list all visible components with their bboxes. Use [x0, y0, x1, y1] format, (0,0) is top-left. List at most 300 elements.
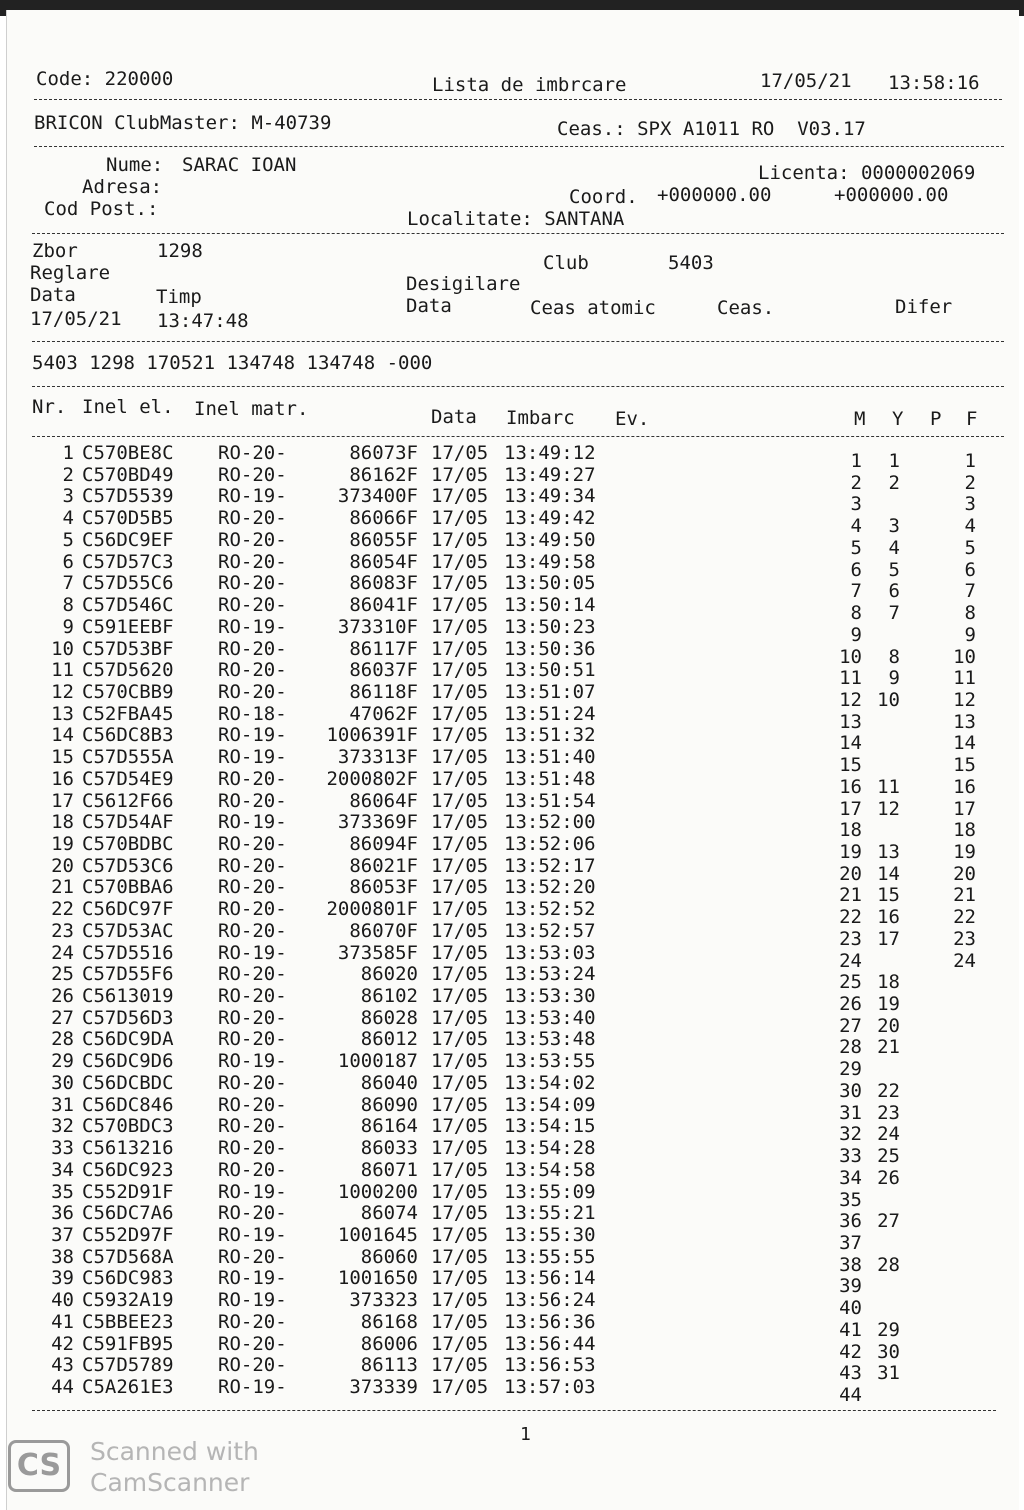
arrival-time: 13:54:28: [504, 1137, 596, 1159]
timp-label: Timp: [156, 286, 202, 308]
ring-number: 86066F: [349, 507, 418, 530]
electronic-ring: C57D56D3: [82, 1006, 174, 1029]
electronic-ring: C5612F66: [82, 789, 174, 812]
table-row: [0, 941, 1024, 972]
ring-prefix: RO-20-: [218, 1028, 287, 1051]
row-number: 40: [51, 1289, 74, 1312]
arrival-date: 17/05: [431, 1006, 489, 1029]
ring-number: 2000802F: [326, 767, 418, 790]
rank-f: 8: [964, 602, 976, 624]
ring-prefix: RO-19-: [218, 1050, 287, 1073]
table-row: [0, 1332, 1024, 1363]
arrival-date: 17/05: [431, 1223, 489, 1246]
col-f: F: [966, 408, 978, 430]
electronic-ring: C57D5539: [82, 485, 174, 508]
camscanner-watermark: Scanned with CamScanner: [90, 1437, 259, 1497]
electronic-ring: C57D54E9: [82, 767, 174, 790]
rank-y: 23: [877, 1101, 900, 1124]
ring-prefix: RO-20-: [218, 963, 287, 986]
row-number: 13: [51, 702, 74, 725]
ring-number: 373339: [349, 1376, 418, 1398]
ring-number: 86020: [360, 963, 418, 986]
ring-number: 373400F: [337, 485, 418, 508]
rank-f: 16: [953, 775, 976, 798]
rank-m: 11: [839, 667, 862, 690]
electronic-ring: C570BDC3: [82, 1115, 174, 1138]
arrival-time: 13:51:48: [504, 767, 596, 790]
rank-m: 12: [839, 688, 862, 711]
rank-f: 19: [953, 841, 976, 863]
arrival-date: 17/05: [431, 1245, 489, 1268]
table-row: [0, 528, 1024, 559]
ring-prefix: RO-19-: [218, 746, 287, 769]
ring-number: 373585F: [337, 941, 418, 964]
electronic-ring: C570BDBC: [82, 833, 174, 855]
rank-y: 5: [888, 558, 900, 581]
rank-y: 17: [877, 927, 900, 950]
ring-number: 86055F: [349, 528, 418, 551]
ring-prefix: RO-20-: [218, 1093, 287, 1116]
row-number: 27: [51, 1006, 74, 1029]
locality: Localitate: SANTANA: [407, 208, 625, 230]
ring-number: 86073F: [349, 442, 418, 464]
electronic-ring: C5932A19: [82, 1289, 174, 1312]
ring-prefix: RO-20-: [218, 1245, 287, 1268]
rank-f: 13: [953, 710, 976, 733]
data-label-2: Data: [406, 295, 452, 317]
row-number: 36: [51, 1202, 74, 1225]
row-number: 25: [51, 963, 74, 986]
ring-number: 86094F: [349, 833, 418, 855]
electronic-ring: C56DC97F: [82, 898, 174, 921]
table-row: [0, 1115, 1024, 1146]
ring-prefix: RO-20-: [218, 550, 287, 573]
ring-number: 1001645: [337, 1223, 418, 1246]
desigilare-label: Desigilare: [406, 273, 521, 295]
arrival-time: 13:52:20: [504, 876, 596, 899]
arrival-date: 17/05: [431, 898, 489, 921]
data-label: Data: [30, 284, 76, 306]
table-row: [0, 550, 1024, 581]
rank-m: 33: [839, 1145, 862, 1167]
electronic-ring: C56DCBDC: [82, 1071, 174, 1094]
arrival-date: 17/05: [431, 485, 489, 508]
address-label: Adresa:: [82, 176, 163, 198]
arrival-time: 13:52:06: [504, 833, 596, 855]
row-number: 30: [51, 1071, 74, 1094]
arrival-time: 13:54:15: [504, 1115, 596, 1138]
table-row: [0, 746, 1024, 777]
ring-number: 47062F: [349, 702, 418, 725]
rank-f: 12: [953, 688, 976, 711]
arrival-date: 17/05: [431, 702, 489, 725]
ring-number: 1000187: [337, 1050, 418, 1073]
divider: [32, 341, 1004, 342]
table-row: [0, 1158, 1024, 1189]
coord-label: Coord.: [569, 186, 638, 208]
header-date: 17/05/21: [760, 70, 852, 92]
arrival-time: 13:51:40: [504, 746, 596, 769]
electronic-ring: C57D5516: [82, 941, 174, 964]
table-row: [0, 1180, 1024, 1211]
electronic-ring: C57D5789: [82, 1354, 174, 1377]
electronic-ring: C57D546C: [82, 594, 174, 616]
ring-number: 373369F: [337, 811, 418, 834]
rank-f: 4: [964, 515, 976, 538]
arrival-date: 17/05: [431, 659, 489, 682]
table-row: [0, 1006, 1024, 1037]
arrival-time: 13:53:03: [504, 941, 596, 964]
rank-y: 22: [877, 1079, 900, 1102]
rank-f: 18: [953, 819, 976, 842]
rank-m: 44: [839, 1384, 862, 1406]
row-number: 39: [51, 1267, 74, 1290]
license: Licenta: 0000002069: [758, 162, 976, 184]
arrival-date: 17/05: [431, 528, 489, 551]
ring-number: 86118F: [349, 680, 418, 703]
rank-m: 38: [839, 1253, 862, 1276]
arrival-date: 17/05: [431, 985, 489, 1007]
row-number: 5: [62, 528, 74, 551]
arrival-date: 17/05: [431, 1050, 489, 1073]
rank-y: 13: [877, 841, 900, 863]
row-number: 33: [51, 1137, 74, 1159]
rank-y: 11: [877, 775, 900, 798]
electronic-ring: C5613216: [82, 1137, 174, 1159]
rank-y: 20: [877, 1014, 900, 1037]
rank-f: 9: [964, 623, 976, 646]
ring-number: 86113: [360, 1354, 418, 1377]
arrival-time: 13:50:51: [504, 659, 596, 682]
rank-y: 8: [888, 645, 900, 668]
rank-y: 19: [877, 993, 900, 1015]
rank-f: 2: [964, 471, 976, 494]
rank-y: 24: [877, 1123, 900, 1146]
rank-y: 29: [877, 1318, 900, 1341]
row-number: 20: [51, 854, 74, 877]
electronic-ring: C570D5B5: [82, 507, 174, 530]
row-number: 34: [51, 1158, 74, 1181]
ring-number: 86090: [360, 1093, 418, 1116]
rank-m: 9: [850, 623, 862, 646]
arrival-time: 13:51:32: [504, 724, 596, 747]
arrival-date: 17/05: [431, 767, 489, 790]
ring-prefix: RO-20-: [218, 528, 287, 551]
arrival-time: 13:52:17: [504, 854, 596, 877]
rank-m: 32: [839, 1123, 862, 1146]
table-row: [0, 724, 1024, 755]
row-number: 41: [51, 1310, 74, 1333]
rank-f: 24: [953, 949, 976, 972]
ring-prefix: RO-19-: [218, 1289, 287, 1312]
rank-f: 10: [953, 645, 976, 668]
row-number: 18: [51, 811, 74, 834]
club-label: Club: [543, 252, 589, 274]
ring-number: 1006391F: [326, 724, 418, 747]
row-number: 4: [62, 507, 74, 530]
rank-y: 26: [877, 1166, 900, 1189]
coord-1: +000000.00: [657, 184, 772, 206]
table-row: [0, 1050, 1024, 1081]
electronic-ring: C52FBA45: [82, 702, 174, 725]
zbor-value: 1298: [157, 240, 203, 262]
arrival-time: 13:53:24: [504, 963, 596, 986]
ring-number: 2000801F: [326, 898, 418, 921]
ring-number: 86037F: [349, 659, 418, 682]
arrival-date: 17/05: [431, 1289, 489, 1312]
electronic-ring: C57D55F6: [82, 963, 174, 986]
arrival-time: 13:54:58: [504, 1158, 596, 1181]
ring-prefix: RO-20-: [218, 898, 287, 921]
postal-label: Cod Post.:: [44, 198, 159, 220]
electronic-ring: C56DC923: [82, 1158, 174, 1181]
rank-m: 7: [850, 580, 862, 603]
ring-number: 1000200: [337, 1180, 418, 1203]
rank-m: 23: [839, 927, 862, 950]
ring-number: 86041F: [349, 594, 418, 616]
ring-number: 86064F: [349, 789, 418, 812]
electronic-ring: C57D53BF: [82, 637, 174, 660]
electronic-ring: C552D91F: [82, 1180, 174, 1203]
row-number: 24: [51, 941, 74, 964]
header-time: 13:58:16: [888, 72, 980, 94]
electronic-ring: C56DC846: [82, 1093, 174, 1116]
reglare-label: Reglare: [30, 262, 111, 284]
row-number: 14: [51, 724, 74, 747]
electronic-ring: C57D568A: [82, 1245, 174, 1268]
row-number: 1: [62, 442, 74, 464]
electronic-ring: C56DC9D6: [82, 1050, 174, 1073]
rank-m: 3: [850, 493, 862, 516]
ring-number: 86168: [360, 1310, 418, 1333]
rank-y: 14: [877, 862, 900, 885]
rank-m: 10: [839, 645, 862, 668]
row-number: 26: [51, 985, 74, 1007]
rank-m: 42: [839, 1340, 862, 1363]
rank-m: 25: [839, 971, 862, 994]
arrival-time: 13:50:23: [504, 615, 596, 638]
ring-number: 86162F: [349, 463, 418, 486]
arrival-date: 17/05: [431, 1267, 489, 1290]
table-row: [0, 702, 1024, 733]
rank-y: 12: [877, 797, 900, 820]
rank-f: 21: [953, 884, 976, 907]
electronic-ring: C57D54AF: [82, 811, 174, 834]
rank-y: 2: [888, 471, 900, 494]
rank-m: 43: [839, 1362, 862, 1385]
table-row: [0, 1223, 1024, 1254]
electronic-ring: C57D53AC: [82, 919, 174, 942]
arrival-time: 13:49:42: [504, 507, 596, 530]
ring-prefix: RO-20-: [218, 463, 287, 486]
ring-prefix: RO-20-: [218, 1310, 287, 1333]
rank-m: 35: [839, 1188, 862, 1211]
row-number: 29: [51, 1050, 74, 1073]
row-number: 43: [51, 1354, 74, 1377]
row-number: 9: [62, 615, 74, 638]
row-number: 15: [51, 746, 74, 769]
rank-m: 26: [839, 993, 862, 1015]
row-number: 6: [62, 550, 74, 573]
ring-prefix: RO-20-: [218, 637, 287, 660]
row-number: 44: [51, 1376, 74, 1398]
ring-prefix: RO-20-: [218, 919, 287, 942]
rank-y: 3: [888, 515, 900, 538]
ring-number: 86040: [360, 1071, 418, 1094]
page-title: Lista de imbrcare: [432, 74, 627, 96]
arrival-time: 13:56:53: [504, 1354, 596, 1377]
ring-prefix: RO-20-: [218, 1202, 287, 1225]
row-number: 16: [51, 767, 74, 790]
arrival-date: 17/05: [431, 550, 489, 573]
ring-prefix: RO-20-: [218, 985, 287, 1007]
rank-f: 5: [964, 536, 976, 559]
col-p: P: [930, 408, 942, 430]
arrival-date: 17/05: [431, 1354, 489, 1377]
ring-prefix: RO-20-: [218, 1332, 287, 1355]
arrival-date: 17/05: [431, 1310, 489, 1333]
rank-m: 36: [839, 1210, 862, 1233]
rank-y: 16: [877, 906, 900, 929]
arrival-date: 17/05: [431, 1332, 489, 1355]
electronic-ring: C57D5620: [82, 659, 174, 682]
table-row: [0, 615, 1024, 646]
ring-number: 86060: [360, 1245, 418, 1268]
electronic-ring: C56DC983: [82, 1267, 174, 1290]
ring-prefix: RO-19-: [218, 724, 287, 747]
table-row: [0, 919, 1024, 950]
arrival-time: 13:50:05: [504, 572, 596, 595]
row-number: 31: [51, 1093, 74, 1116]
arrival-time: 13:49:12: [504, 442, 596, 464]
rank-y: 27: [877, 1210, 900, 1233]
rank-f: 17: [953, 797, 976, 820]
arrival-time: 13:56:36: [504, 1310, 596, 1333]
difer-label: Difer: [895, 296, 953, 318]
row-number: 3: [62, 485, 74, 508]
table-row: [0, 985, 1024, 1015]
arrival-time: 13:55:21: [504, 1202, 596, 1225]
electronic-ring: C591EEBF: [82, 615, 174, 638]
electronic-ring: C5613019: [82, 985, 174, 1007]
col-m: M: [854, 408, 866, 430]
rank-m: 4: [850, 515, 862, 538]
table-row: [0, 876, 1024, 907]
ring-prefix: RO-20-: [218, 789, 287, 812]
rank-y: 1: [888, 450, 900, 472]
rank-f: 3: [964, 493, 976, 516]
ring-number: 86070F: [349, 919, 418, 942]
arrival-time: 13:52:00: [504, 811, 596, 834]
divider: [32, 386, 1004, 387]
ring-prefix: RO-20-: [218, 1137, 287, 1159]
arrival-date: 17/05: [431, 615, 489, 638]
electronic-ring: C5BBEE23: [82, 1310, 174, 1333]
arrival-date: 17/05: [431, 1158, 489, 1181]
flight-date: 17/05/21: [30, 308, 122, 330]
row-number: 37: [51, 1223, 74, 1246]
arrival-time: 13:53:40: [504, 1006, 596, 1029]
electronic-ring: C56DC9DA: [82, 1028, 174, 1051]
ring-number: 86006: [360, 1332, 418, 1355]
col-nr: Nr.: [32, 396, 67, 418]
ring-prefix: RO-20-: [218, 572, 287, 595]
arrival-date: 17/05: [431, 941, 489, 964]
ring-prefix: RO-20-: [218, 1006, 287, 1029]
row-number: 35: [51, 1180, 74, 1203]
electronic-ring: C552D97F: [82, 1223, 174, 1246]
row-number: 12: [51, 680, 74, 703]
ring-prefix: RO-20-: [218, 876, 287, 899]
rank-m: 8: [850, 602, 862, 624]
table-row: [0, 572, 1024, 603]
ring-prefix: RO-20-: [218, 833, 287, 855]
header-code: Code: 220000: [36, 68, 174, 90]
rank-m: 39: [839, 1275, 862, 1298]
ring-number: 86033: [360, 1137, 418, 1159]
col-data: Data: [431, 406, 477, 428]
arrival-date: 17/05: [431, 507, 489, 530]
arrival-date: 17/05: [431, 789, 489, 812]
rank-y: 10: [877, 688, 900, 711]
ring-prefix: RO-19-: [218, 1180, 287, 1203]
rank-m: 29: [839, 1058, 862, 1081]
ring-number: 86117F: [349, 637, 418, 660]
ring-number: 86083F: [349, 572, 418, 595]
row-number: 8: [62, 594, 74, 616]
rank-m: 20: [839, 862, 862, 885]
ceas-label: Ceas.: [717, 297, 775, 319]
arrival-date: 17/05: [431, 680, 489, 703]
ring-prefix: RO-20-: [218, 594, 287, 616]
rank-f: 20: [953, 862, 976, 885]
electronic-ring: C570BD49: [82, 463, 174, 486]
rank-y: 30: [877, 1340, 900, 1363]
rank-m: 37: [839, 1231, 862, 1254]
rank-m: 31: [839, 1101, 862, 1124]
ring-prefix: RO-20-: [218, 507, 287, 530]
table-row: [0, 463, 1024, 494]
rank-m: 28: [839, 1036, 862, 1059]
table-row: [0, 1071, 1024, 1102]
rank-m: 1: [850, 450, 862, 472]
arrival-date: 17/05: [431, 1093, 489, 1116]
ring-number: 86053F: [349, 876, 418, 899]
table-row: [0, 963, 1024, 994]
rank-m: 41: [839, 1318, 862, 1341]
ring-number: 373313F: [337, 746, 418, 769]
divider: [34, 146, 1004, 147]
arrival-date: 17/05: [431, 572, 489, 595]
rank-y: 28: [877, 1253, 900, 1276]
club-value: 5403: [668, 252, 714, 274]
rank-m: 24: [839, 949, 862, 972]
ring-number: 373323: [349, 1289, 418, 1312]
rank-f: 22: [953, 906, 976, 929]
rank-y: 25: [877, 1145, 900, 1167]
arrival-time: 13:53:55: [504, 1050, 596, 1073]
row-number: 10: [51, 637, 74, 660]
col-ev: Ev.: [615, 408, 650, 430]
arrival-date: 17/05: [431, 594, 489, 616]
ring-prefix: RO-19-: [218, 1267, 287, 1290]
ring-prefix: RO-20-: [218, 854, 287, 877]
table-row: [0, 485, 1024, 516]
table-row: [0, 898, 1024, 929]
arrival-date: 17/05: [431, 1376, 489, 1398]
ring-number: 1001650: [337, 1267, 418, 1290]
rank-m: 19: [839, 841, 862, 863]
